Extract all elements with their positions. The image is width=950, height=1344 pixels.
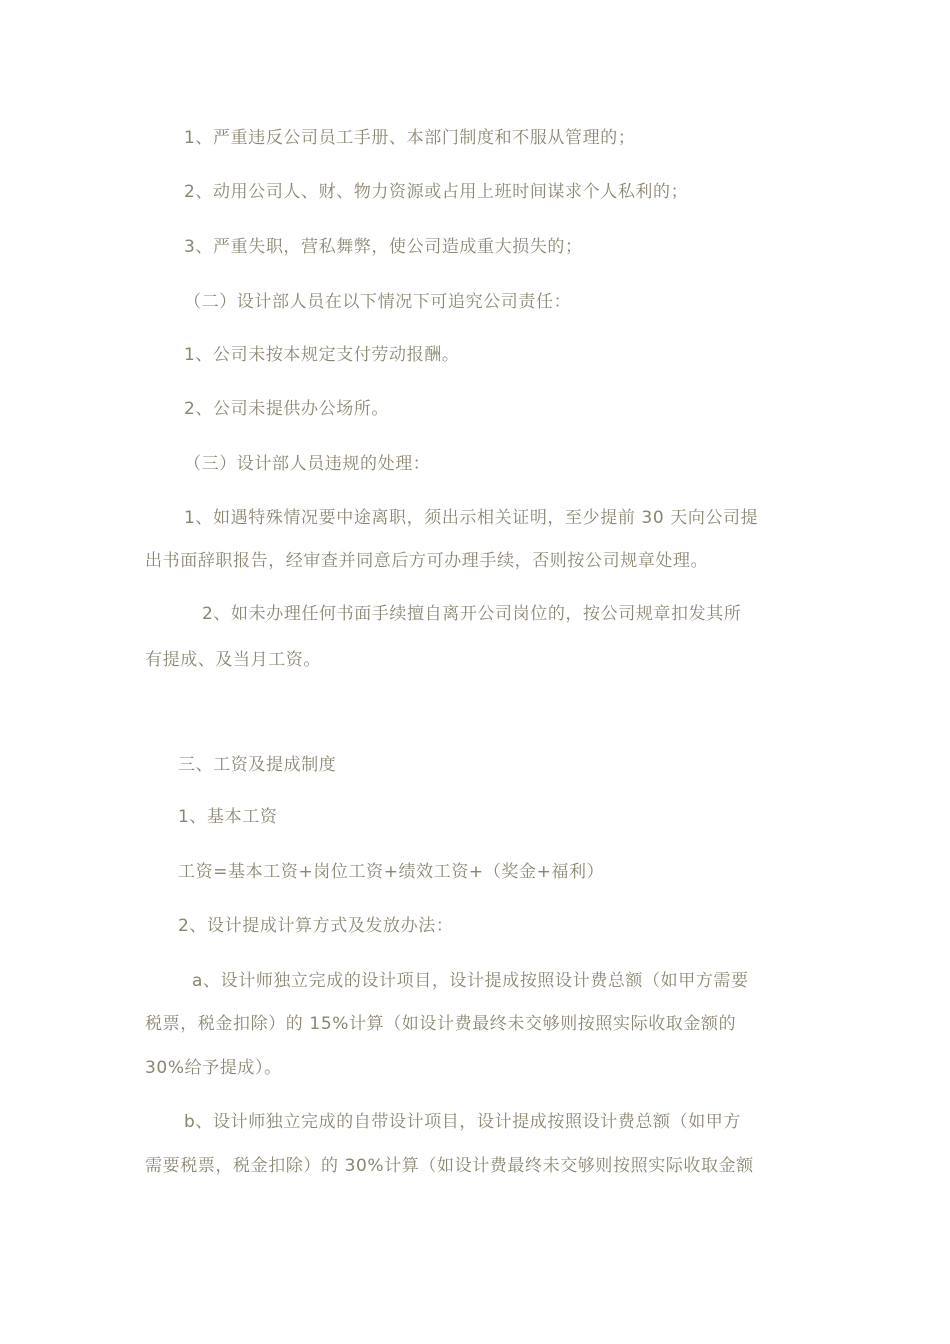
- rule-item-1: 1、严重违反公司员工手册、本部门制度和不服从管理的；: [184, 128, 636, 148]
- commission-a-line-2: 税票，税金扣除）的 15%计算（如设计费最终未交够则按照实际收取金额的: [145, 1014, 737, 1034]
- violation-item-1-line-1: 1、如遇特殊情况要中途离职，须出示相关证明，至少提前 30 天向公司提: [184, 508, 759, 528]
- rule-item-2: 2、动用公司人、财、物力资源或占用上班时间谋求个人私利的；: [184, 182, 689, 202]
- commission-a-line-3: 30%给予提成）。: [145, 1058, 282, 1078]
- commission-b-line-2: 需要税票，税金扣除）的 30%计算（如设计费最终未交够则按照实际收取金额: [145, 1156, 754, 1176]
- violation-item-2-line-2: 有提成、及当月工资。: [145, 650, 321, 670]
- commission-b-line-1: b、设计师独立完成的自带设计项目，设计提成按照设计费总额（如甲方: [184, 1112, 741, 1132]
- salary-formula: 工资=基本工资+岗位工资+绩效工资+（奖金+福利）: [178, 862, 605, 882]
- violation-item-1-line-2: 出书面辞职报告，经审查并同意后方可办理手续，否则按公司规章处理。: [145, 551, 709, 571]
- chapter-heading-salary: 三、工资及提成制度: [178, 755, 337, 775]
- liability-item-2: 2、公司未提供办公场所。: [184, 399, 390, 419]
- commission-a-line-1: a、设计师独立完成的设计项目，设计提成按照设计费总额（如甲方需要: [192, 971, 749, 991]
- salary-item-1: 1、基本工资: [178, 807, 278, 827]
- liability-item-1: 1、公司未按本规定支付劳动报酬。: [184, 345, 460, 365]
- rule-item-3: 3、严重失职，营私舞弊，使公司造成重大损失的；: [184, 237, 583, 257]
- section-heading-3: （三）设计部人员违规的处理：: [184, 454, 431, 474]
- salary-item-2: 2、设计提成计算方式及发放办法：: [178, 916, 454, 936]
- section-heading-2: （二）设计部人员在以下情况下可追究公司责任：: [184, 292, 572, 312]
- violation-item-2-line-1: 2、如未办理任何书面手续擅自离开公司岗位的，按公司规章扣发其所: [202, 604, 742, 624]
